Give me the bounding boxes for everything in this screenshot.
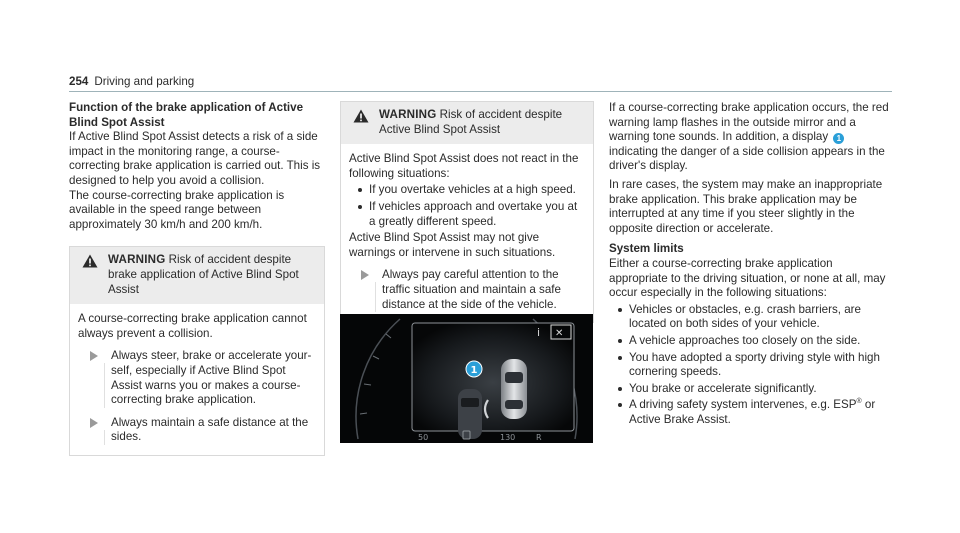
paragraph: Either a course-correcting brake application appropriate to the driving situation, or none at all, may occur especially in the following situations:	[609, 256, 886, 300]
warning-text: Active Blind Spot Assist may not give warnings or intervene in such situations.	[349, 231, 556, 259]
warning-triangle-icon	[353, 109, 369, 123]
column-2	[340, 101, 594, 323]
warning-label: WARNING	[379, 108, 437, 121]
close-icon: ✕	[555, 328, 564, 339]
step-text: Always steer, brake or accelerate your-self, especially if Active Blind Spot Assist warns you or makes a course-correcting brake application.	[111, 349, 312, 407]
list-item: A vehicle approaches too closely on the side.	[609, 334, 891, 349]
list-item: If you overtake vehicles at a high speed.	[349, 183, 585, 198]
warning-text: A course-correcting brake application cannot always prevent a collision.	[78, 312, 307, 340]
subheading: System limits	[609, 242, 684, 256]
paragraph-text: If a course-correcting brake application occurs, the red warning lamp flashes in the outside mirror and a warning tone sounds. In addition, a display	[609, 101, 889, 144]
list-item	[609, 398, 891, 427]
page-header	[69, 75, 194, 90]
warning-body	[341, 144, 593, 322]
callout-badge: 1	[833, 133, 844, 144]
bullet-list	[609, 303, 891, 428]
list-item-text: or Active Brake Assist.	[629, 398, 876, 426]
blind-spot-display-illustration	[340, 314, 593, 443]
warning-triangle-icon	[82, 254, 98, 268]
warning-label: WARNING	[108, 253, 166, 267]
warning-text: Active Blind Spot Assist does not react in the following situations:	[349, 152, 579, 180]
list-item-text: A driving safety system intervenes, e.g. ESP	[629, 398, 857, 412]
step-text: Always maintain a safe distance at the sides.	[111, 415, 309, 444]
arrow-right-icon	[90, 418, 98, 428]
warning-header	[341, 102, 593, 144]
bullet-list	[349, 183, 585, 229]
registered-mark: ®	[856, 398, 862, 406]
paragraph: If Active Blind Spot Assist detects a risk of a side impact in the monitoring range, a course-correcting brake application is carried out. This is designed to help you avoid a collision.	[69, 130, 321, 187]
paragraph-text: indicating the danger of a side collision appears in the driver's display.	[609, 144, 885, 173]
section-heading: Function of the brake application of Active Blind Spot Assist	[69, 101, 304, 129]
paragraph: The course-correcting brake application is available in the speed range between approximately 30 km/h and 200 km/h.	[69, 188, 285, 231]
header-rule	[69, 91, 892, 92]
warning-header	[70, 247, 324, 304]
list-item: You brake or accelerate significantly.	[609, 382, 891, 397]
step-text: Always pay careful attention to the traffic situation and maintain a safe distance at the side of the vehicle.	[382, 268, 561, 311]
column-3	[609, 101, 891, 429]
warning-title: Risk of accident despite brake application of Active Blind Spot Assist	[108, 253, 299, 296]
arrow-right-icon	[90, 351, 98, 361]
action-step	[78, 349, 316, 407]
instrument-display-image	[340, 314, 593, 443]
list-item: You have adopted a sporty driving style with high cornering speeds.	[609, 351, 891, 380]
section-title: Driving and parking	[94, 75, 195, 88]
list-item: If vehicles approach and overtake you at a greatly different speed.	[349, 200, 585, 229]
page-number: 254	[69, 75, 89, 88]
gear-label: R	[536, 433, 542, 442]
info-icon: i	[537, 326, 541, 339]
callout-number: 1	[470, 365, 478, 376]
list-item: Vehicles or obstacles, e.g. crash barriers, are located on both sides of your vehicle.	[609, 303, 891, 332]
paragraph: In rare cases, the system may make an inappropriate brake application. This brake application may be interrupted at any time if you steer slightly in the opposite direction or accelerate.	[609, 177, 883, 235]
column-1	[69, 101, 325, 456]
warning-box	[69, 246, 325, 456]
warning-title: Risk of accident despite Active Blind Spot Assist	[379, 108, 563, 136]
gauge-label: 130	[500, 433, 516, 442]
warning-box	[340, 101, 594, 323]
warning-body	[70, 304, 324, 455]
gauge-label: 50	[418, 433, 429, 442]
action-step	[78, 416, 316, 445]
action-step	[349, 268, 585, 312]
arrow-right-icon	[361, 270, 369, 280]
paragraph	[609, 101, 891, 174]
